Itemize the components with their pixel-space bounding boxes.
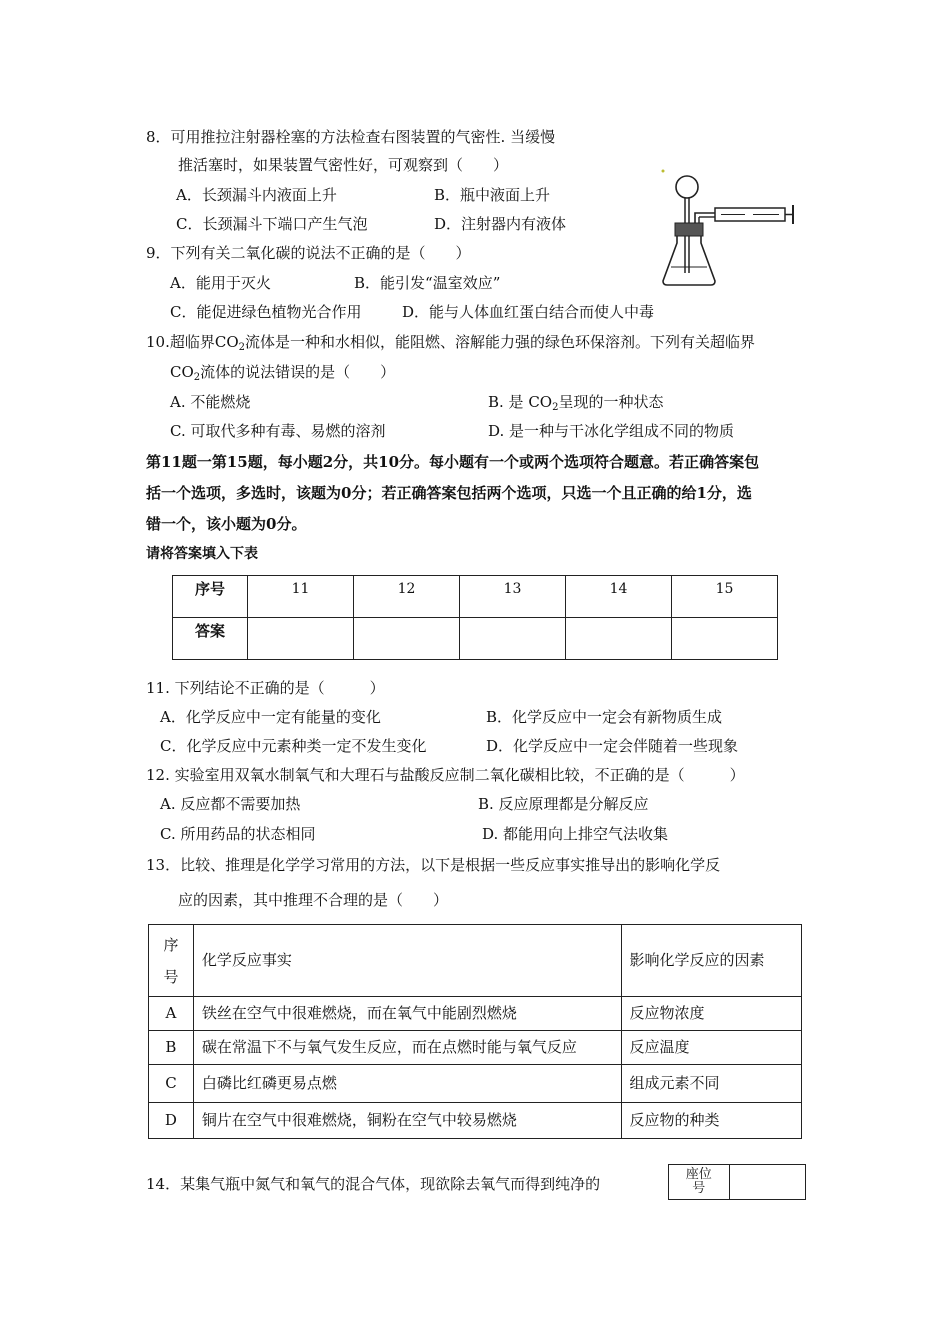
factor-row-no: D bbox=[149, 1103, 194, 1139]
answer-cell-12[interactable] bbox=[354, 618, 460, 660]
section2-line3: 错一个，该小题为0分。 bbox=[146, 515, 307, 533]
factor-row-factor: 反应物浓度 bbox=[621, 997, 801, 1031]
q8-stem-line2: 推活塞时，如果装置气密性好，可观察到（ ） bbox=[178, 156, 509, 174]
answer-cell-11[interactable] bbox=[248, 618, 354, 660]
q10-option-a: A. 不能燃烧 bbox=[170, 393, 251, 411]
q9-option-a: A．能用于灭火 bbox=[170, 274, 271, 292]
q8-option-a: A．长颈漏斗内液面上升 bbox=[176, 186, 337, 204]
q10-option-b: B. 是 $CO_2$呈现的一种状态 bbox=[488, 393, 664, 413]
factor-row-no: B bbox=[149, 1031, 194, 1065]
q8-option-d: D．注射器内有液体 bbox=[434, 215, 567, 233]
factor-row-factor: 组成元素不同 bbox=[621, 1065, 801, 1103]
table-row bbox=[149, 1031, 802, 1065]
q9-stem: 9．下列有关二氧化碳的说法不正确的是（ ） bbox=[146, 244, 471, 262]
factor-table-header-fact: 化学反应事实 bbox=[193, 925, 621, 997]
q11-option-b: B．化学反应中一定会有新物质生成 bbox=[486, 708, 723, 726]
q13-stem-line2: 应的因素，其中推理不合理的是（ ） bbox=[178, 891, 449, 909]
answer-table-number: 11 bbox=[248, 576, 354, 618]
answer-table-number: 13 bbox=[460, 576, 566, 618]
q10-option-c: C. 可取代多种有毒、易燃的溶剂 bbox=[170, 422, 386, 440]
factor-row-fact: 白磷比红磷更易点燃 bbox=[193, 1065, 621, 1103]
q8-option-c: C．长颈漏斗下端口产生气泡 bbox=[176, 215, 368, 233]
answer-table-number: 12 bbox=[354, 576, 460, 618]
q11-option-a: A．化学反应中一定有能量的变化 bbox=[160, 708, 381, 726]
answer-table-answer-label: 答案 bbox=[173, 618, 248, 660]
factor-table-header-factor: 影响化学反应的因素 bbox=[621, 925, 801, 997]
factor-row-factor: 反应物的种类 bbox=[621, 1103, 801, 1139]
q8-stem-line1: 8．可用推拉注射器栓塞的方法检查右图装置的气密性. 当缓慢 bbox=[146, 128, 556, 146]
factor-row-fact: 铜片在空气中很难燃烧，铜粉在空气中较易燃烧 bbox=[193, 1103, 621, 1139]
q14-stem: 14．某集气瓶中氮气和氧气的混合气体，现欲除去氧气而得到纯净的 bbox=[146, 1175, 601, 1193]
section2-line1: 第11题一第15题，每小题2分，共10分。每小题有一个或两个选项符合题意。若正确答案包 bbox=[146, 453, 760, 471]
q12-option-c: C. 所用药品的状态相同 bbox=[160, 825, 316, 843]
q12-option-b: B. 反应原理都是分解反应 bbox=[478, 795, 649, 813]
q12-option-d: D. 都能用向上排空气法收集 bbox=[482, 825, 669, 843]
q9-option-b: B．能引发“温室效应” bbox=[354, 274, 501, 292]
factor-row-no: A bbox=[149, 997, 194, 1031]
q8-option-b: B．瓶中液面上升 bbox=[434, 186, 551, 204]
answer-table bbox=[172, 575, 778, 660]
answer-cell-13[interactable] bbox=[460, 618, 566, 660]
q10-stem-line1: 10.超临界$CO_2$流体是一种和水相似，能阻燃、溶解能力强的绿色环保溶剂。下列有关超临界 bbox=[146, 333, 756, 353]
q12-option-a: A. 反应都不需要加热 bbox=[160, 795, 301, 813]
q10-stem-line2: $CO_2$流体的说法错误的是（ ） bbox=[170, 363, 396, 383]
answer-cell-15[interactable] bbox=[672, 618, 778, 660]
answer-table-number: 15 bbox=[672, 576, 778, 618]
factor-row-fact: 铁丝在空气中很难燃烧，而在氧气中能剧烈燃烧 bbox=[193, 997, 621, 1031]
q9-option-c: C．能促进绿色植物光合作用 bbox=[170, 303, 362, 321]
q11-option-c: C．化学反应中元素种类一定不发生变化 bbox=[160, 737, 427, 755]
factor-table bbox=[148, 924, 802, 1139]
table-row bbox=[149, 1065, 802, 1103]
q10-option-d: D. 是一种与干冰化学组成不同的物质 bbox=[488, 422, 735, 440]
q11-option-d: D．化学反应中一定会伴随着一些现象 bbox=[486, 737, 739, 755]
seat-number-field[interactable] bbox=[729, 1165, 805, 1200]
fill-note: 请将答案填入下表 bbox=[146, 546, 258, 562]
apparatus-figure bbox=[655, 165, 800, 290]
q11-stem: 11. 下列结论不正确的是（ ） bbox=[146, 679, 385, 697]
table-row bbox=[149, 997, 802, 1031]
q9-option-d: D．能与人体血红蛋白结合而使人中毒 bbox=[402, 303, 655, 321]
answer-cell-14[interactable] bbox=[566, 618, 672, 660]
q12-stem: 12. 实验室用双氧水制氧气和大理石与盐酸反应制二氧化碳相比较，不正确的是（ ） bbox=[146, 766, 745, 784]
q13-stem-line1: 13．比较、推理是化学学习常用的方法，以下是根据一些反应事实推导出的影响化学反 bbox=[146, 856, 721, 874]
factor-row-fact: 碳在常温下不与氧气发生反应，而在点燃时能与氧气反应 bbox=[193, 1031, 621, 1065]
seat-number-box bbox=[668, 1164, 806, 1200]
factor-row-no: C bbox=[149, 1065, 194, 1103]
seat-number-label: 座位 号 bbox=[669, 1165, 730, 1200]
factor-row-factor: 反应温度 bbox=[621, 1031, 801, 1065]
section2-line2: 括一个选项，多选时，该题为0分；若正确答案包括两个选项，只选一个且正确的给1分，选 bbox=[146, 484, 752, 502]
answer-table-number: 14 bbox=[566, 576, 672, 618]
table-row bbox=[149, 1103, 802, 1139]
factor-table-header-no: 序 号 bbox=[149, 925, 194, 997]
answer-table-header-label: 序号 bbox=[173, 576, 248, 618]
